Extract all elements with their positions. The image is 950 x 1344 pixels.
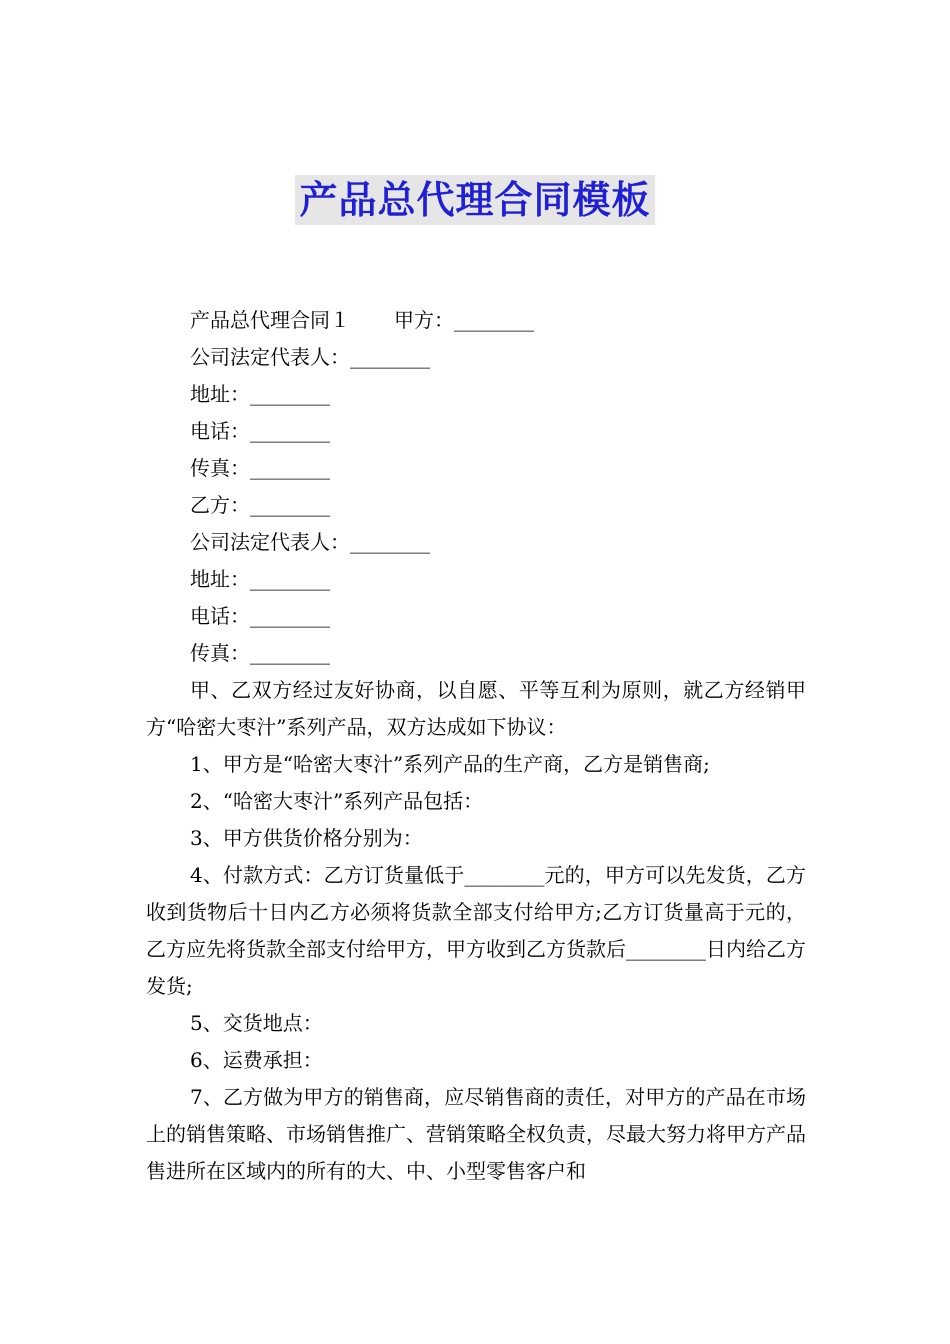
clause-7: 7、乙方做为甲方的销售商，应尽销售商的责任，对甲方的产品在市场上的销售策略、市场销售推广、营销策略全权负责，尽最大努力将甲方产品售进所在区域内的所有的大、中、小型零售客户和 — [146, 1085, 806, 1183]
document-body — [146, 302, 806, 1190]
party-a-phone: 电话：________ — [190, 419, 330, 443]
clause-4: 4、付款方式：乙方订货量低于________元的，甲方可以先发货，乙方收到货物后十日内乙方必须将货款全部支付给甲方;乙方订货量高于元的，乙方应先将货款全部支付给甲方，甲方收到乙方货款后________日内给乙方发货; — [146, 863, 806, 998]
header-line — [146, 302, 806, 339]
title-container — [0, 175, 950, 225]
contract-number: 产品总代理合同１ — [190, 308, 350, 332]
party-b-fax: 传真：________ — [190, 641, 330, 665]
party-b-field: 乙方：________ — [190, 493, 330, 517]
clause-2: 2、“哈密大枣汁”系列产品包括： — [190, 789, 484, 813]
party-b-representative: 公司法定代表人：________ — [190, 530, 430, 554]
document-title: 产品总代理合同模板 — [295, 175, 654, 225]
party-a-fax: 传真：________ — [190, 456, 330, 480]
clause-6: 6、运费承担： — [190, 1048, 323, 1072]
clause-1: 1、甲方是“哈密大枣汁”系列产品的生产商，乙方是销售商; — [190, 752, 710, 776]
party-a-address: 地址：________ — [190, 382, 330, 406]
party-b-address: 地址：________ — [190, 567, 330, 591]
party-a-field: 甲方：________ — [394, 308, 534, 332]
clause-3: 3、甲方供货价格分别为： — [190, 826, 423, 850]
party-a-representative: 公司法定代表人：________ — [190, 345, 430, 369]
party-b-phone: 电话：________ — [190, 604, 330, 628]
clause-5: 5、交货地点： — [190, 1011, 323, 1035]
intro-paragraph: 甲、乙双方经过友好协商，以自愿、平等互利为原则，就乙方经销甲方“哈密大枣汁”系列产品，双方达成如下协议： — [146, 678, 806, 739]
